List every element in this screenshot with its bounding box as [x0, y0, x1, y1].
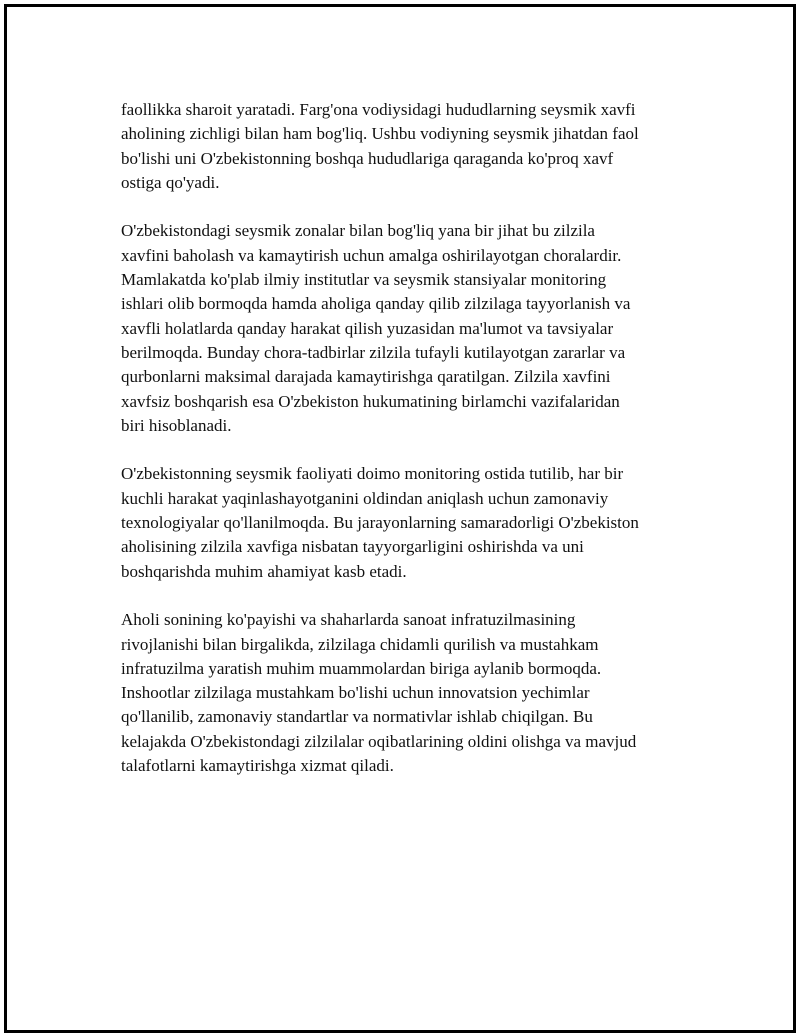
document-body: [121, 98, 701, 803]
paragraph: faollikka sharoit yaratadi. Farg'ona vodiysidagi hududlarning seysmik xavfi aholining zichligi bilan ham bog'liq. Ushbu vodiyning seysmik jihatdan faol bo'lishi uni O'zbekistonning boshqa hududlariga qaraganda ko'proq xavf ostiga qo'yadi.: [121, 100, 639, 192]
paragraph: Aholi sonining ko'payishi va shaharlarda sanoat infratuzilmasining rivojlanishi bilan birgalikda, zilzilaga chidamli qurilish va mustahkam infratuzilma yaratish muhim muammolardan biriga aylanib bormoqda. Inshootlar zilzilaga mustahkam bo'lishi uchun innovatsion yechimlar qo'llanilib, zamonaviy standartlar va normativlar ishlab chiqilgan. Bu kelajakda O'zbekistondagi zilzilalar oqibatlarining oldini olishga va mavjud talafotlarni kamaytirishga xizmat qiladi.: [121, 610, 637, 776]
document-page: [4, 4, 796, 1033]
paragraph: O'zbekistondagi seysmik zonalar bilan bog'liq yana bir jihat bu zilzila xavfini baholash va kamaytirish uchun amalga oshirilayotgan choralardir. Mamlakatda ko'plab ilmiy institutlar va seysmik stansiyalar monitoring ishlari olib bormoqda hamda aholiga qanday qilib zilzilaga tayyorlanish va xavfli holatlarda qanday harakat qilish yuzasidan ma'lumot va tavsiyalar berilmoqda. Bunday chora-tadbirlar zilzila tufayli kutilayotgan zararlar va qurbonlarni maksimal darajada kamaytirishga qaratilgan. Zilzila xavfini xavfsiz boshqarish esa O'zbekiston hukumatining birlamchi vazifalaridan biri hisoblanadi.: [121, 221, 631, 435]
paragraph: O'zbekistonning seysmik faoliyati doimo monitoring ostida tutilib, har bir kuchli harakat yaqinlashayotganini oldindan aniqlash uchun zamonaviy texnologiyalar qo'llanilmoqda. Bu jarayonlarning samaradorligi O'zbekiston aholisining zilzila xavfiga nisbatan tayyorgarligini oshirishda va uni boshqarishda muhim ahamiyat kasb etadi.: [121, 464, 639, 581]
